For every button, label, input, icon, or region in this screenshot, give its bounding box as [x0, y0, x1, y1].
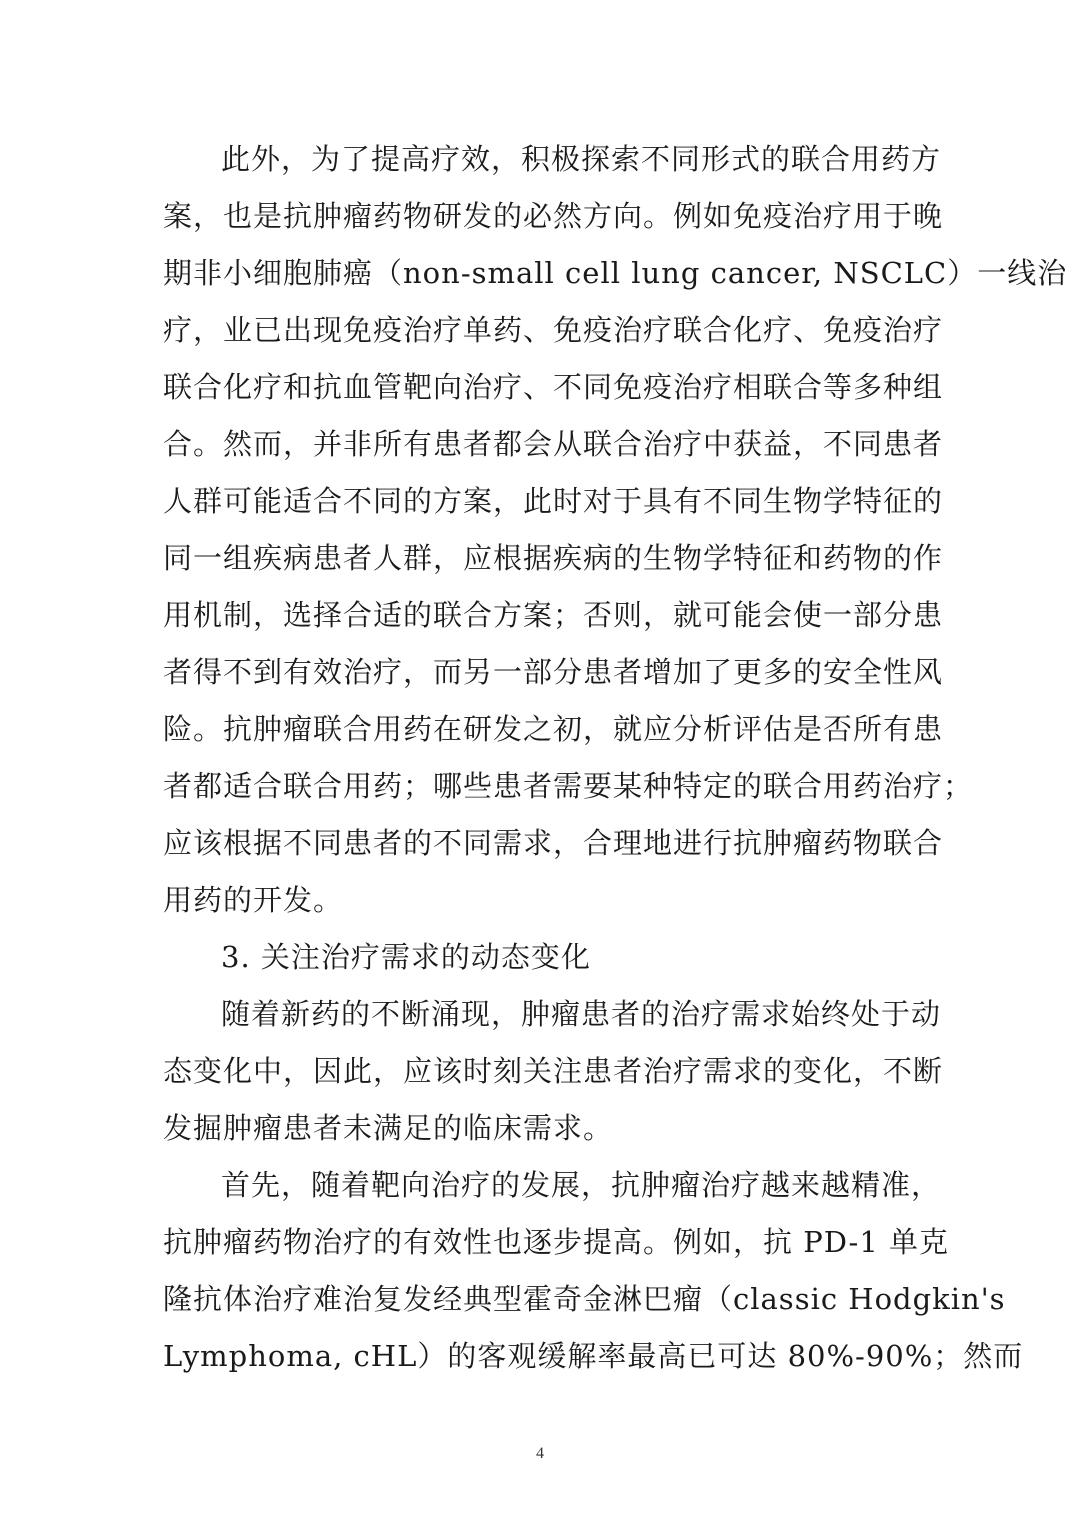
paragraph-line: 者得不到有效治疗，而另一部分患者增加了更多的安全性风	[163, 655, 944, 689]
paragraph-line: 人群可能适合不同的方案，此时对于具有不同生物学特征的	[163, 484, 944, 518]
paragraph-line: 随着新药的不断涌现，肿瘤患者的治疗需求始终处于动	[221, 997, 942, 1031]
paragraph-line: 此外，为了提高疗效，积极探索不同形式的联合用药方	[221, 142, 942, 176]
paragraph-line: 疗，业已出现免疫治疗单药、免疫治疗联合化疗、免疫治疗	[163, 313, 944, 347]
paragraph-line: 发掘肿瘤患者未满足的临床需求。	[163, 1111, 614, 1145]
paragraph-line: Lymphoma, cHL）的客观缓解率最高已可达 80%-90%；然而	[163, 1339, 1024, 1373]
paragraph-line: 案，也是抗肿瘤药物研发的必然方向。例如免疫治疗用于晚	[163, 199, 944, 233]
page-number: 4	[536, 1445, 544, 1462]
paragraph-line: 用机制，选择合适的联合方案；否则，就可能会使一部分患	[163, 598, 944, 632]
body-text	[163, 131, 1068, 1385]
paragraph-line: 期非小细胞肺癌（non-small cell lung cancer, NSCLC）一线治	[163, 256, 1068, 290]
paragraph-line: 隆抗体治疗难治复发经典型霍奇金淋巴瘤（classic Hodgkin's	[163, 1282, 1006, 1316]
paragraph-line: 首先，随着靶向治疗的发展，抗肿瘤治疗越来越精准，	[221, 1168, 942, 1202]
section-heading: 3. 关注治疗需求的动态变化	[221, 940, 591, 974]
paragraph-line: 抗肿瘤药物治疗的有效性也逐步提高。例如，抗 PD-1 单克	[163, 1225, 949, 1259]
paragraph-line: 险。抗肿瘤联合用药在研发之初，就应分析评估是否所有患	[163, 712, 944, 746]
paragraph-line: 用药的开发。	[163, 883, 344, 917]
paragraph-line: 同一组疾病患者人群，应根据疾病的生物学特征和药物的作	[163, 541, 944, 575]
paragraph-line: 合。然而，并非所有患者都会从联合治疗中获益，不同患者	[163, 427, 944, 461]
paragraph-line: 联合化疗和抗血管靶向治疗、不同免疫治疗相联合等多种组	[163, 370, 944, 404]
paragraph-line: 者都适合联合用药；哪些患者需要某种特定的联合用药治疗；	[163, 769, 974, 803]
paragraph-line: 态变化中，因此，应该时刻关注患者治疗需求的变化，不断	[163, 1054, 944, 1088]
paragraph-line: 应该根据不同患者的不同需求，合理地进行抗肿瘤药物联合	[163, 826, 944, 860]
